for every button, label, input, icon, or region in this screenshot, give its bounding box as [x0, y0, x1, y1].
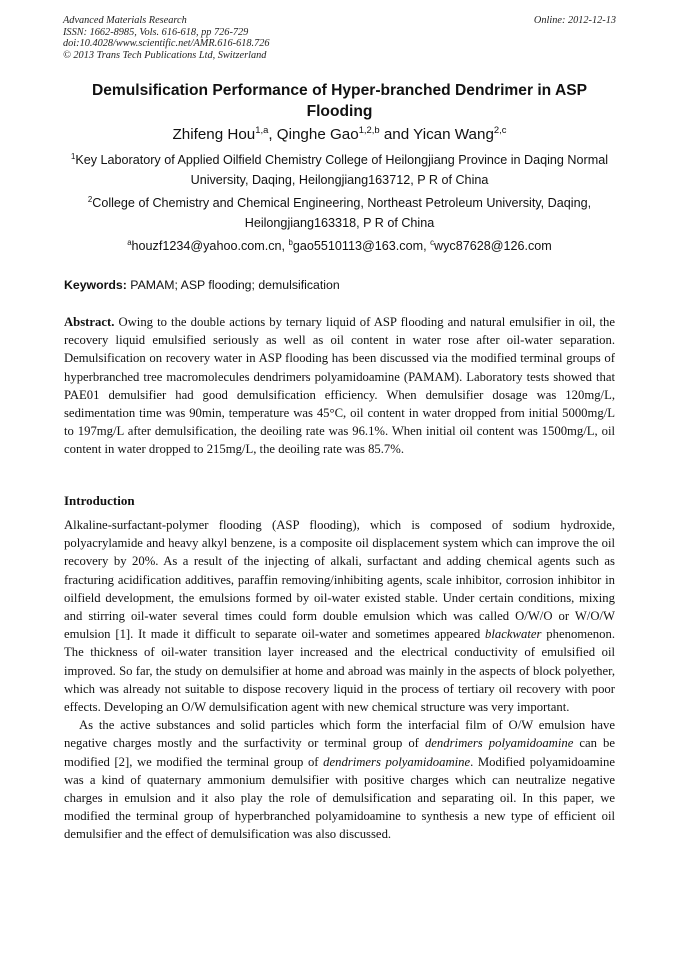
paragraph-text: can be modified [2], we modified the terminal group of [64, 736, 615, 769]
journal-name: Advanced Materials Research [63, 15, 187, 26]
keywords-label: Keywords: [64, 278, 127, 292]
email-separator: , [281, 239, 289, 253]
introduction-body [64, 516, 615, 844]
email-mark: b [288, 237, 293, 247]
author-name: Yican Wang [413, 126, 494, 143]
paragraph [64, 516, 615, 716]
author-affiliation-mark: 2,c [493, 123, 507, 135]
email-mark: c [430, 237, 434, 247]
affiliation-mark: 2 [87, 194, 93, 204]
abstract-label: Abstract. [64, 315, 115, 329]
author-conjunction: and [379, 126, 414, 143]
affiliation-text: Key Laboratory of Applied Oilfield Chemistry College of Heilongjiang Province in Daqing Normal University, Daqing, Heilongjiang163712, P R of China [75, 153, 609, 187]
email-list [63, 236, 616, 256]
journal-doi: doi:10.4028/www.scientific.net/AMR.616-618.726 [63, 38, 270, 50]
affiliation-1 [63, 150, 616, 190]
journal-issn: ISSN: 1662-8985, Vols. 616-618, pp 726-729 [63, 26, 249, 38]
keywords-text: PAMAM; ASP flooding; demulsification [130, 278, 340, 292]
affiliation-2 [63, 193, 616, 233]
section-heading-introduction: Introduction [64, 493, 135, 508]
paragraph-text: . Modified polyamidoamine was a kind of quaternary ammonium demulsifier with positive charges which can neutralize negative charges in emulsion and it also play the role of demulsification and separating oil. In this paper, we modified the terminal group of hyperbranched polyamidoamine to synthesis a new type of efficient oil demulsifier and the effect of demulsification was also discussed. [64, 754, 615, 842]
email-address[interactable]: gao5510113@163.com [292, 239, 424, 253]
affiliation-text: College of Chemistry and Chemical Engineering, Northeast Petroleum University, Daqing, Heilongjiang163318, P R of China [92, 196, 592, 230]
paragraph-text: As the active substances and solid particles which form the interfacial film of O/W emulsion have negative charges mostly and the surfactivity or terminal group of [64, 718, 615, 751]
author-list [63, 125, 616, 145]
author-name: Zhifeng Hou [172, 126, 256, 143]
paragraph-text: phenomenon. The thickness of oil-water transition layer increased and the electrical conductivity of emulsified oil improved. So far, the study on demulsifier at home and abroad was mainly in the aspects of block polyether, which was already not suitable to dispose recovery liquid in the process of tertiary oil recovery with poor effects. Developing an O/W demulsification agent with new chemical structure was very important. [64, 627, 615, 715]
online-date: Online: 2012-12-13 [533, 15, 616, 26]
author-affiliation-mark: 1,a [255, 123, 269, 135]
author-separator: , [268, 126, 277, 143]
email-separator: , [423, 239, 431, 253]
paper-title: Demulsification Performance of Hyper-branched Dendrimer in ASP Flooding [91, 82, 588, 120]
email-address[interactable]: houzf1234@yahoo.com.cn [131, 239, 282, 253]
email-address[interactable]: wyc87628@126.com [434, 239, 552, 253]
keywords [64, 276, 616, 294]
author-affiliation-mark: 1,2,b [358, 123, 380, 135]
emphasis-text: dendrimers polyamidoamine [323, 754, 471, 769]
paragraph [64, 716, 615, 843]
email-mark: a [127, 237, 132, 247]
affiliation-mark: 1 [70, 151, 76, 161]
journal-header [63, 15, 616, 61]
emphasis-text: dendrimers polyamidoamine [424, 736, 574, 751]
emphasis-text: blackwater [485, 627, 542, 642]
journal-copyright: © 2013 Trans Tech Publications Ltd, Switzerland [63, 49, 267, 61]
abstract [64, 313, 615, 459]
abstract-text: Owing to the double actions by ternary liquid of ASP flooding and natural emulsifier in oil, the recovery liquid emulsified seriously as well as oil content in water rose after oil-water separation. Demulsification on recovery water in ASP flooding has been discussed via the modified terminal groups of hyperbranched tree macromolecules dendrimers polyamidoamine (PAMAM). Laboratory tests showed that PAE01 demulsifier had good demulsification efficiency. When demulsifier dosage was 120mg/L, sedimentation time was 90min, temperature was 45°C, oil content in water dropped from initial 5000mg/L to 197mg/L after demulsification, the deoiling rate was 96.1%. When initial oil content was 1500mg/L, oil content in water dropped to 215mg/L, the deoiling rate was 85.7%. [64, 315, 615, 457]
author-name: Qinghe Gao [276, 126, 359, 143]
paragraph-text: Alkaline-surfactant-polymer flooding (ASP flooding), which is composed of sodium hydroxide, polyacrylamide and heavy alkyl benzene, is a composite oil displacement system which can improve the oil recovery by 20%. As a result of the injecting of alkali, surfactant and adding chemical agents such as fracturing acidification additives, paraffin removing/inhibiting agents, scale inhibitor, corrosion inhibitor in oilfield development, the emulsions formed by oil-water existed stable. Under certain conditions, mixing and stirring oil-water several times could form double emulsion which was called O/W/O or W/O/W emulsion [1]. It made it difficult to separate oil-water and sometimes appeared [64, 518, 615, 642]
